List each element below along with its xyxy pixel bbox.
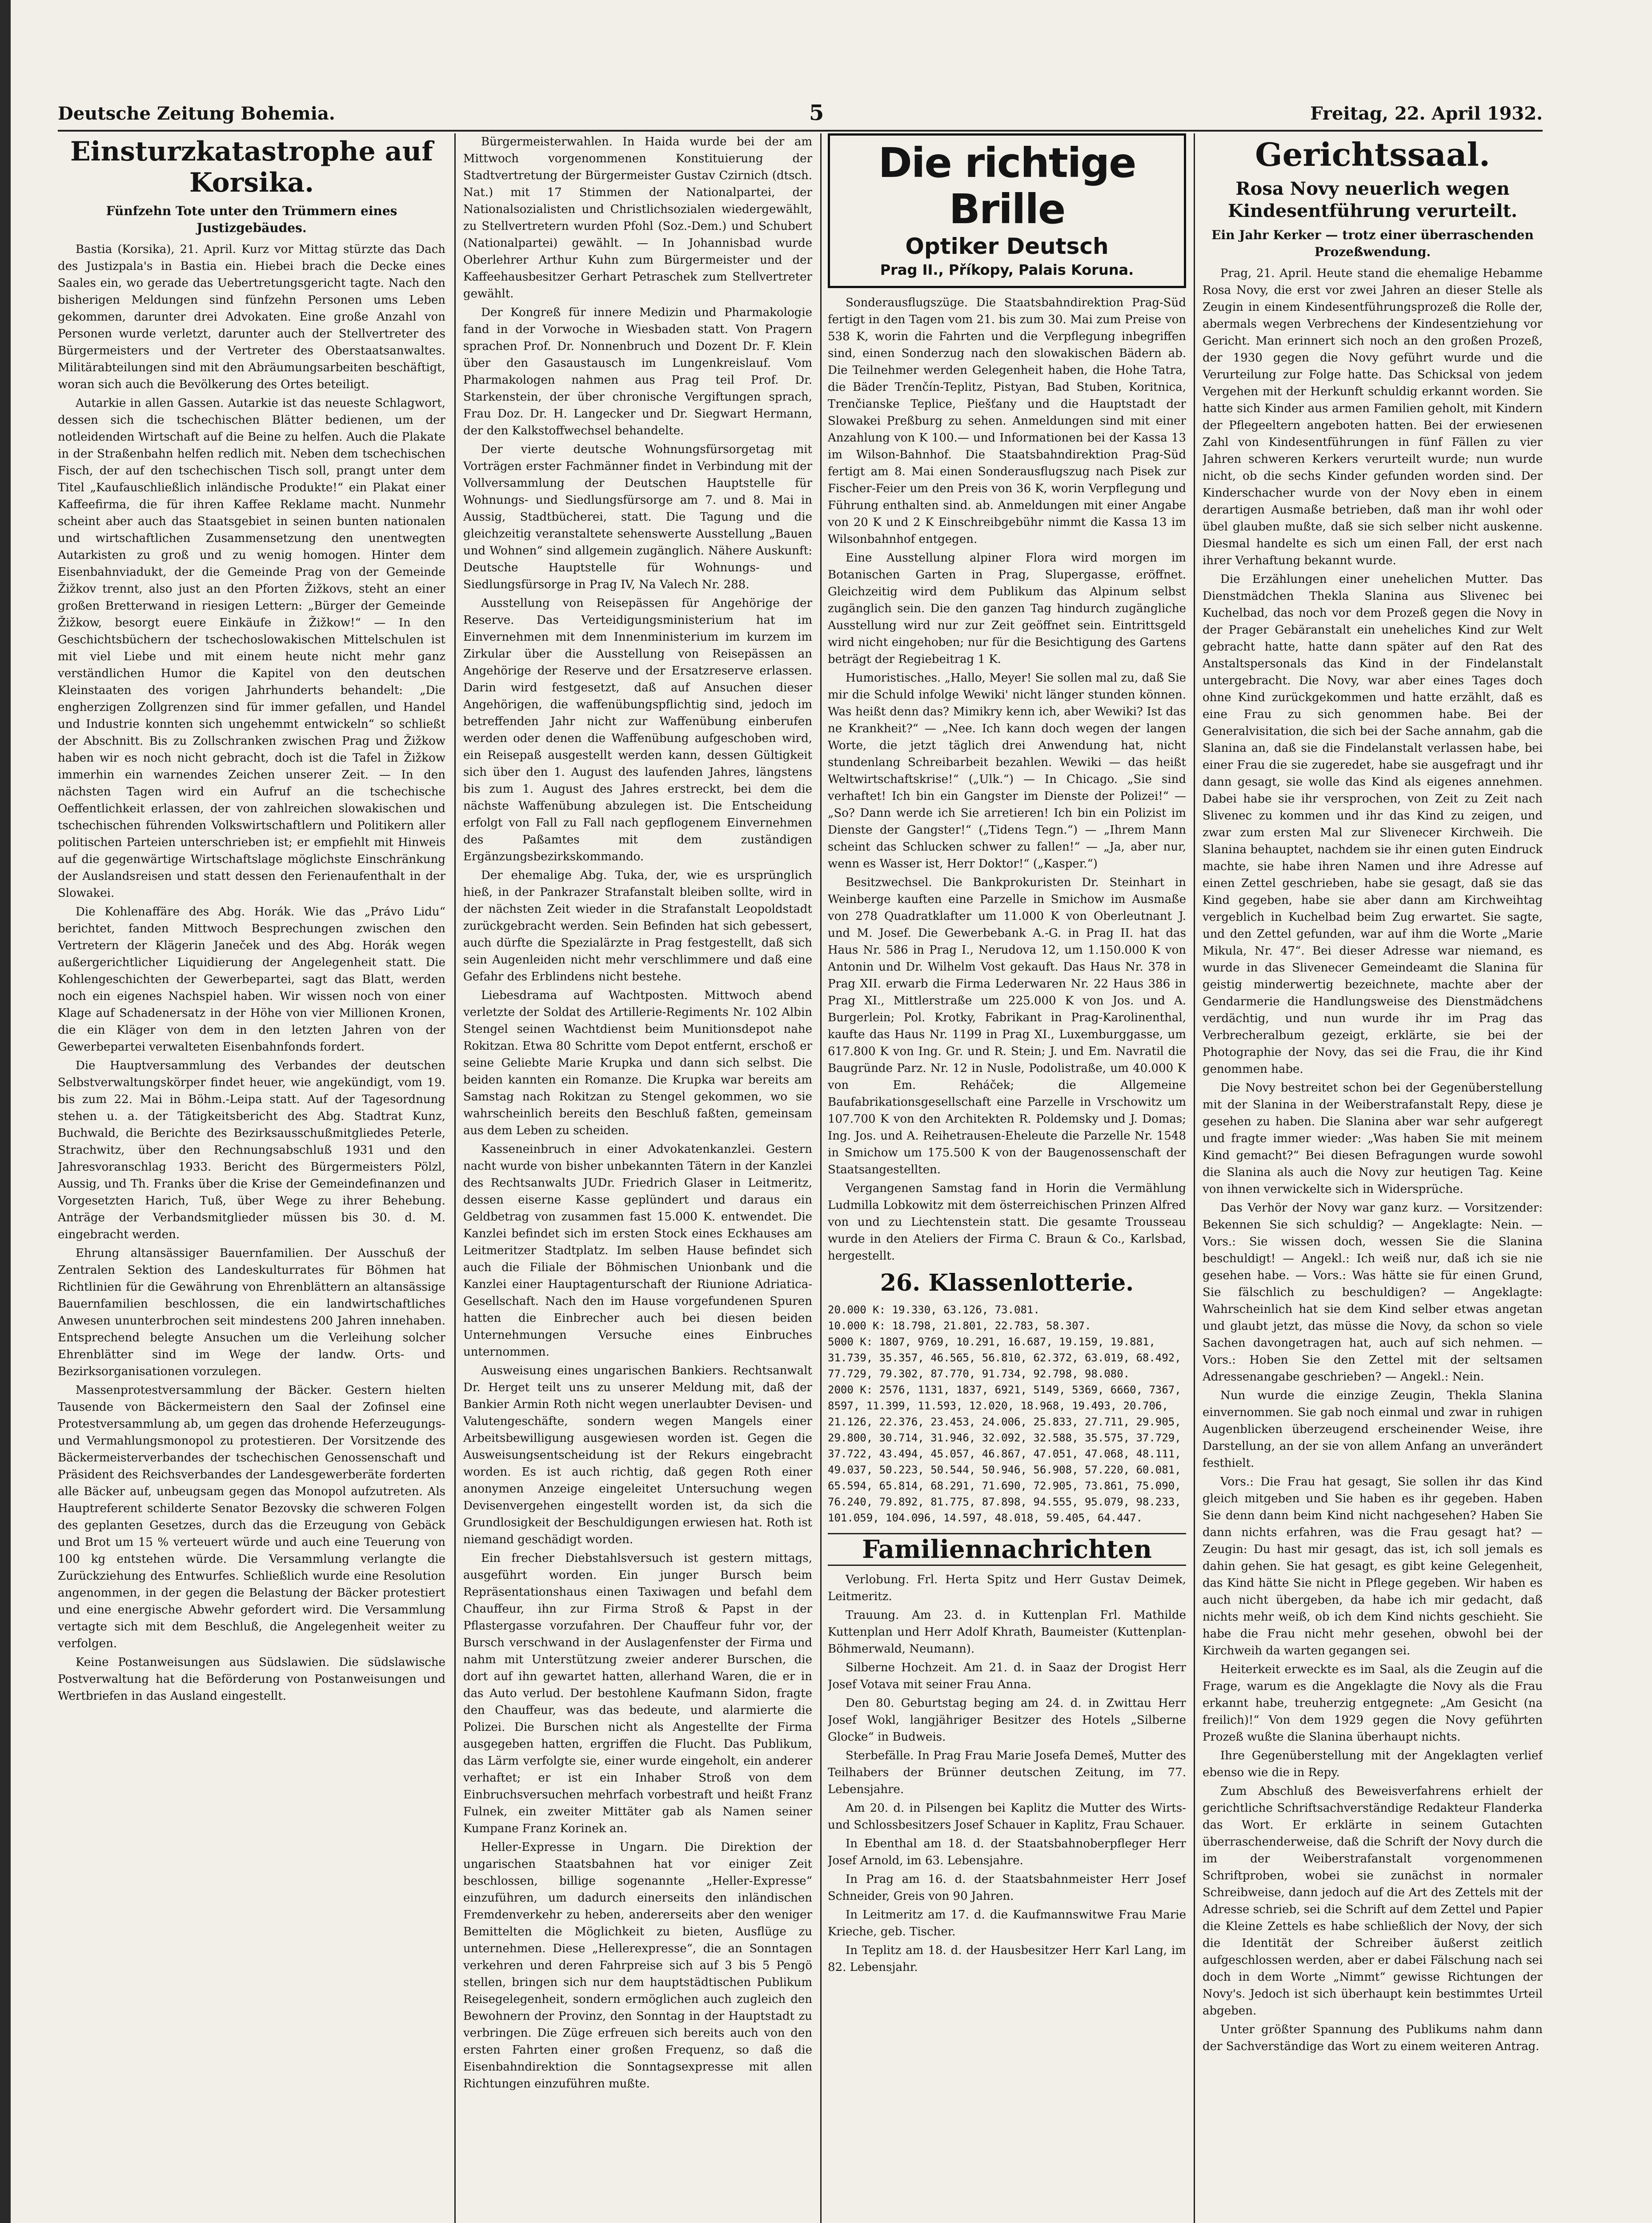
ad-business-name: Optiker Deutsch bbox=[905, 233, 1109, 259]
family-news-item: In Teplitz am 18. d. der Hausbesitzer Herr Karl Lang, im 82. Lebensjahr. bbox=[828, 1944, 1186, 1974]
optician-advertisement bbox=[828, 133, 1186, 288]
ad-address: Prag II., Příkopy, Palais Koruna. bbox=[880, 261, 1134, 278]
article-paragraph: Prag, 21. April. Heute stand die ehemalige Hebamme Rosa Novy, die erst vor zwei Jahren an dieser Stelle als Zeugin in einem Kindesentführungsprozeß die Rolle der, abermals wegen Verbrechens der Kindesentziehung vor Gericht. Man erinnert sich noch an den großen Prozeß, der 1930 gegen die Novy geführt wurde und die Verurteilung zur Folge hatte. Das Schicksal von jedem Vergehen mit der Herkunft schuldig erkannt worden. Sie hatte sich Kinder aus armen Familien geholt, mit Kindern der Pflegeeltern angeboten hatten. Bei der erwiesenen Zahl von Kindesentführungen in fünf Fällen zu vier Jahren schweren Kerkers verurteilt wurde; nun wurde nicht, ob die sechs Kinder gefunden worden sind. Der Kinderschacher wurde von der Novy eben in einem derartigen Ausmaße betrieben, daß man ihr wohl oder übel glauben mußte, daß sie sich selber nicht auskenne. Diesmal handelte es sich um einen Fall, der erst nach ihrer Verhaftung bekannt wurde. bbox=[1203, 267, 1543, 567]
column-4 bbox=[1203, 133, 1543, 2223]
article-paragraph: Ausweisung eines ungarischen Bankiers. Rechtsanwalt Dr. Herget teilt uns zu unserer Meldung mit, daß der Bankier Armin Roth nicht wegen unerlaubter Devisen- und Valutengeschäfte, sondern wegen Mangels einer Arbeitsbewilligung ausgewiesen worden ist. Gegen die Ausweisungsentscheidung ist der Rekurs eingebracht worden. Es ist auch richtig, daß gegen Roth einer anonymen Anzeige eingeleitet Untersuchung wegen Devisenvergehen eingestellt worden ist, da sich die Grundlosigkeit der Beschuldigungen erwiesen hat. Roth ist niemand geschädigt worden. bbox=[463, 1364, 812, 1546]
article-paragraph: Unter größter Spannung des Publikums nahm dann der Sachverständige das Wort zu einem weiteren Antrag. bbox=[1203, 2023, 1543, 2053]
article-paragraph: Das Verhör der Novy war ganz kurz. — Vorsitzender: Bekennen Sie sich schuldig? — Angeklagte: Nein. — Vors.: Sie wissen doch, wessen Sie die Slanina beschuldigt! — Angekl.: Ich weiß nur, daß ich sie nie gesehen habe. — Vors.: Was hätte sie für einen Grund, Sie fälschlich zu beschuldigen? — Angeklagte: Wahrscheinlich hat sie dem Kind selber etwas angetan und glaubt jetzt, das müsse die Novy, da schon so viele Sachen davongetragen hat, auch auf sich nehmen. — Vors.: Hoben Sie den Zettel mit der seltsamen Adressenangabe geschrieben? — Angekl.: Nein. bbox=[1203, 1201, 1543, 1384]
article-paragraph: Eine Ausstellung alpiner Flora wird morgen im Botanischen Garten in Prag, Slupergasse, eröffnet. Gleichzeitig wird dem Publikum das Alpinum selbst zugänglich sein. Die den ganzen Tag hindurch zugängliche Ausstellung wird nur zur Zeit geöffnet sein. Eintrittsgeld wird nicht eingehoben; nur für die Besichtigung des Gartens beträgt der Regiebeitrag 1 K. bbox=[828, 551, 1186, 666]
column-rule bbox=[454, 133, 456, 2223]
family-news-section bbox=[828, 1533, 1186, 1976]
family-news-item: Trauung. Am 23. d. in Kuttenplan Frl. Mathilde Kuttenplan und Herr Adolf Khrath, Baumeister (Kuttenplan-Böhmerwald, Neumann). bbox=[828, 1609, 1186, 1656]
article-paragraph: Ein frecher Diebstahlsversuch ist gestern mittags, ausgeführt worden. Ein junger Bursch beim Repräsentationshaus einen Taxiwagen und befahl dem Chauffeur, ihn zur Firma Stroß & Papst in der Pflastergasse vorzufahren. Der Chauffeur fuhr vor, der Bursch verschwand in der Auslagenfenster der Firma und nahm mit Unterstützung zweier anderer Burschen, die dort auf ihn gewartet hatten, allerhand Waren, die er in das Auto verlud. Der bestohlene Kaufmann Sidon, fragte den Chauffeur, was das bedeute, und alarmierte die Polizei. Die Burschen nicht als Angestellte der Firma ausgegeben hatten, ergriffen die Flucht. Das Publikum, das Lärm verfolgte sie, einer wurde eingeholt, ein anderer verhaftet; er ist ein Inhaber Stroß von dem Einbruchsversuchen mehrfach vorbestraft und heißt Franz Fulnek, ein zweiter Mittäter gab als Namen seiner Kumpane Franz Korinek an. bbox=[463, 1552, 812, 1835]
column-rule bbox=[820, 133, 822, 2223]
scan-edge bbox=[0, 0, 11, 2223]
lottery-section bbox=[828, 1269, 1186, 1526]
family-news-item: In Leitmeritz am 17. d. die Kaufmannswitwe Frau Marie Krieche, geb. Tischer. bbox=[828, 1908, 1186, 1938]
family-news-item: In Ebenthal am 18. d. der Staatsbahnoberpfleger Herr Josef Arnold, im 63. Lebensjahre. bbox=[828, 1837, 1186, 1867]
article-paragraph: Keine Postanweisungen aus Südslawien. Die südslawische Postverwaltung hat die Beförderung von Postanweisungen und Wertbriefen in das Ausland eingestellt. bbox=[58, 1656, 445, 1703]
article-paragraph: Die Erzählungen einer unehelichen Mutter. Das Dienstmädchen Thekla Slanina aus Slivenec bei Kuchelbad, das noch vor dem Prozeß gegen die Novy in der Prager Gebäranstalt ein uneheliches Kind zur Welt gebracht hatte, hatte dann später auf den Rat des Anstaltspersonals das Kind in der Findelanstalt untergebracht. Die Novy, war aber eines Tages doch ohne Kind zurückgekommen und hatte erzählt, daß es eine Frau zu sich genommen habe. Bei der Generalvisitation, die sich bei der Sache annahm, gab die Slanina an, daß sie die Findelanstalt verlassen habe, bei einer Frau die sie zugeredet, habe sie ausgefragt und ihr dann gesagt, sie wolle das Kind als eigenes annehmen. Dabei habe sie ihr versprochen, von Zeit zu Zeit nach Slivenec zu kommen und ihr das Kind zu zeigen, und zwar zum ersten Mal zur Slivenecer Kirchweih. Die Slanina behauptet, nachdem sie ihr einen guten Eindruck machte, sie habe ihren Namen und ihre Adresse auf einen Zettel geschrieben, habe sie gesagt, daß sie das Kind gegeben, habe sie aber dann am Kirchweihtag vergeblich in Kuchelbad beim Zug erwartet. Sie sagte, und den Zettel gefunden, war auf ihm die Worte „Marie Mikula, Nr. 47“. Bei dieser Adresse war niemand, es wurde in das Slivenecer Gemeindeamt die Slanina für geistig minderwertig bezeichnete, machte aber der Gendarmerie die Handlungsweise des Dienstmädchens verdächtig, und nun wurde ihr im Prag das Verbrecheralbum gezeigt, erklärte, sie bei der Photographie der Novy, das sei die Frau, die ihr Kind genommen habe. bbox=[1203, 573, 1543, 1076]
ad-headline: Die richtige Brille bbox=[878, 139, 1136, 233]
article-paragraph: Bastia (Korsika), 21. April. Kurz vor Mittag stürzte das Dach des Justizpala's in Bastia ein. Hiebei brach die Decke eines Saales ein, wo gerade das Uebertretungsgericht tagte. Nach den bisherigen Meldungen sind fünfzehn Personen ums Leben gekommen, darunter drei Advokaten. Eine große Anzahl von Personen wurde verletzt, darunter auch der Stellvertreter des Bürgermeisters und der Vertreter des Oberstaatsanwaltes. Militärabteilungen sind mit den Abräumungsarbeiten beschäftigt, woran sich auch die Bevölkerung des Ortes beteiligt. bbox=[58, 243, 445, 391]
article-paragraph: Vors.: Die Frau hat gesagt, Sie sollen ihr das Kind gleich mitgeben und Sie haben es ihr gegeben. Haben Sie denn dann beim Kind nicht nachgesehen? Haben Sie dann nichts erfahren, was die Frau gesagt hat? — Zeugin: Du hast mir gesagt, das ist, ich soll jemals es dahin gehen. Sie hat gesagt, es gibt keine Gelegenheit, das Kind hätte Sie nicht in Pflege gegeben. Wir haben es auch nicht übergeben, da habe ich mir gedacht, daß nichts mehr weiß, ob ich dem Kind nichts geschieht. Sie habe die Frau nicht mehr gesehen, obwohl bei der Kirchweih da warten gegangen sei. bbox=[1203, 1475, 1543, 1657]
article-paragraph: Der ehemalige Abg. Tuka, der, wie es ursprünglich hieß, in der Pankrazer Strafanstalt bleiben sollte, wird in der nächsten Zeit wieder in die Strafanstalt Leopoldstadt zurückgebracht werden. Sein Befinden hat sich gebessert, auch dürfte die Spezialärzte in Prag festgestellt, daß sich sein Augenleiden nicht mehr verschlimmere und daß eine Gefahr des Erblindens nicht bestehe. bbox=[463, 869, 812, 983]
family-news-item: In Prag am 16. d. der Staatsbahnmeister Herr Josef Schneider, Greis von 90 Jahren. bbox=[828, 1873, 1186, 1903]
article-title: Einsturzkatastrophe auf Korsika. bbox=[70, 136, 433, 198]
lottery-row: 10.000 K: 18.798, 21.801, 22.783, 58.307. bbox=[828, 1320, 1091, 1332]
article-paragraph: Besitzwechsel. Die Bankprokuristen Dr. Steinhart in Weinberge kauften eine Parzelle in Smichow im Ausmaße von 278 Quadratklafter um 11.000 K von Oberleutnant J. und M. Josef. Die Gewerbebank A.-G. in Prag II. hat das Haus Nr. 586 in Prag I., Nerudova 12, um 1.150.000 K von Antonin und Dr. Wilhelm Vost gekauft. Das Haus Nr. 378 in Prag XII. erwarb die Firma Lederwaren Nr. 22 Haus 386 in Prag XI., Mittlerstraße um 225.000 K von Jos. und A. Burgerlein; Pol. Krotky, Fabrikant in Prag-Karolinenthal, kaufte das Haus Nr. 1199 in Prag XI., Luxemburggasse, um 617.800 K von Ing. Gr. und R. Stein; J. und Em. Navratil die Baugründe Parz. Nr. 12 in Nusle, Podolistraße, um 40.000 K von Em. Reháček; die Allgemeine Baufabrikationsgesellschaft eine Parzelle in Vrschowitz um 107.700 K von den Architekten R. Poldemsky und J. Domas; Ing. Jos. und A. Reihetrausen-Eheleute die Parzelle Nr. 1548 in Smichow um 175.500 K von der Baugenossenschaft der Staatsangestellten. bbox=[828, 876, 1186, 1176]
article-paragraph: Nun wurde die einzige Zeugin, Thekla Slanina einvernommen. Sie gab noch einmal und zwar in ruhigen Augenblicken überzeugend erscheinender Weise, ihre Darstellung, an der sie von allem Anfang an unverändert festhielt. bbox=[1203, 1389, 1543, 1470]
lottery-row: 2000 K: 2576, 1131, 1837, 6921, 5149, 5369, 6660, 7367, 8597, 11.399, 11.593, 12.020, 18.968, 19.493, 20.706, 21.126, 22.376, 23.453, 24.006, 25.833, 27.711, 29.905, 29.800, 30.714, 31.946, 32.092, 32.588, 35.575, 37.729, 37.722, 43.494, 45.057, 46.867, 47.051, 47.068, 48.111, 49.037, 50.223, 50.544, 50.946, 56.908, 57.220, 60.081, 65.594, 65.814, 68.291, 71.690, 72.905, 73.861, 75.090, 76.240, 79.892, 81.775, 87.898, 94.555, 95.079, 98.233, 101.059, 104.096, 14.597, 48.018, 59.405, 64.447. bbox=[828, 1384, 1181, 1524]
article-paragraph: Autarkie in allen Gassen. Autarkie ist das neueste Schlagwort, dessen sich die tschechischen Blätter bedienen, um der notleidenden Wirtschaft auf die Beine zu helfen. Auch die Plakate in der Straßenbahn helfen redlich mit. Neben dem tschechischen Fisch, der auf den tschechischen Tisch soll, prangt unter dem Titel „Kaufauschließlich inländische Produkte!“ ein Plakat einer Kaffeefirma, die für ihren Kaffee Reklame macht. Nunmehr scheint aber auch das Staatsgebiet in seinen bunten nationalen und wirtschaftlichen Zusammensetzung den unentwegten Autarkisten zu groß und zu wenig homogen. Hinter dem Eisenbahnviadukt, der die Gemeinde Prag von der Gemeinde Žižkov trennt, also just an den Pforten Žižkovs, steht an einer großen Bretterwand in riesigen Lettern: „Bürger der Gemeinde Žižkow, besorgt euere Einkäufe in Žižkow!“ — In den Geschichtsbüchern der tschechoslowakischen Mittelschulen ist mit viel Liebe und mit einem heute nicht mehr ganz verständlichen Humor die Kapitel von den deutschen Kleinstaaten des vorigen Jahrhunderts behandelt: „Die engherzigen Zollgrenzen sind für immer gefallen, und Handel und Industrie konnten sich ungehemmt entwickeln“ so schließt der Abschnitt. Bis zu Zollschranken zwischen Prag und Žižkow haben wir es noch nicht gebracht, doch ist die Tafel in Žižkow immerhin ein warnendes Zeichen unserer Zeit. — In den nächsten Tagen wird ein Aufruf an die tschechische Oeffentlichkeit erlassen, der von zahlreichen slowakischen und tschechischen führenden Volkswirtschaftlern und Politikern aller politischen Parteien unterschrieben ist; er empfiehlt mit Hinweis auf die gegenwärtige Wirtschaftslage möglichste Einschränkung der Auslandsreisen und statt dessen den Ferienaufenthalt in der Slowakei. bbox=[58, 397, 445, 900]
article-paragraph: Kasseneinbruch in einer Advokatenkanzlei. Gestern nacht wurde von bisher unbekannten Tätern in der Kanzlei des Rechtsanwalts JUDr. Friedrich Glaser in Leitmeritz, dessen eiserne Kasse geplündert und daraus ein Geldbetrag von zusammen fast 15.000 K. entwendet. Die Kanzlei befindet sich im ersten Stock eines Eckhauses am Leitmeritzer Stadtplatz. Im selben Hause befindet sich auch die Filiale der Böhmischen Unionbank und die Kanzlei einer Hauptagenturschaft der Riunione Adriatica-Gesellschaft. Nach den im Hause vorgefundenen Spuren hatten die Einbrecher auch bei diesen beiden Unternehmungen Versuche eines Einbruches unternommen. bbox=[463, 1143, 812, 1359]
article-paragraph: Liebesdrama auf Wachtposten. Mittwoch abend verletzte der Soldat des Artillerie-Regiments Nr. 102 Albin Stengel seinen Wachtdienst beim Munitionsdepot nahe Rokitzan. Etwa 80 Schritte vom Depot entfernt, erschoß er seine Geliebte Marie Krupka und dann sich selbst. Die beiden kannten ein Romanze. Die Krupka war bereits am Samstag nach Rokitzan zu Stengel gekommen, wo sie wahrscheinlich bereits den Beschluß faßten, gemeinsam aus dem Leben zu scheiden. bbox=[463, 989, 812, 1137]
article-paragraph: Massenprotestversammlung der Bäcker. Gestern hielten Tausende von Bäckermeistern den Saal der Zofinsel eine Protestversammlung ab, um gegen das drohende Heferzeugungs- und Vermahlungsmonopol zu protestieren. Der Vorsitzende des Bäckermeisterverbandes der tschechischen Genossenschaft und Präsident des Reichsverbandes der Landesgewerberäte forderten alle Bäcker auf, unbeugsam gegen das Monopol aufzutreten. Als Hauptreferent schilderte Senator Bezovsky die schweren Folgen des geplanten Gesetzes, durch das die Erzeugung von Gebäck und Brot um 15 % verteuert würde und auch eine Teuerung von 100 kg entstehen würde. Die Versammlung verlangte die Zurückziehung des Entwurfes. Schließlich wurde eine Resolution angenommen, in der gegen die Belastung der Bäcker protestiert und eine energische Abwehr gefordert wird. Die Versammlung vertagte sich mit dem Beschluß, die Angelegenheit weiter zu verfolgen. bbox=[58, 1384, 445, 1650]
article-paragraph: Bürgermeisterwahlen. In Haida wurde bei der am Mittwoch vorgenommenen Konstituierung der Stadtvertretung der Bürgermeister Gustav Czirnich (dtsch. Nat.) mit 17 Stimmen der Nationalpartei, der Nationalsozialisten und Christlichsozialen wiedergewählt, zu Stellvertretern wurden Pfohl (Soz.-Dem.) und Schubert (Nationalpartei) gewählt. — In Johannisbad wurde Oberlehrer Arthur Kuhn zum Bürgermeister und der Kaffeehausbesitzer Gerhart Petraschek zum Stellvertreter gewählt. bbox=[463, 135, 812, 301]
page-header bbox=[58, 100, 1543, 130]
column-2 bbox=[463, 133, 812, 2223]
article-paragraph: Zum Abschluß des Beweisverfahrens erhielt der gerichtliche Schriftsachverständige Redakteur Flanderka das Wort. Er erklärte in seinem Gutachten überraschenderweise, daß die Schrift der Novy durch die im der Weiberstrafanstalt vorgenommenen Schriftproben, wobei sie zunächst in normaler Schreibweise, dann jedoch auf die Art des Zettels mit der Adresse schrieb, sei die Schrift auf dem Zettel und Papier die Kleine Zettels es habe schließlich der Novy, der sich die Identität der Schreiber äußerst zeitlich aufgeschlossen werden, aber er dabei Fälschung nach sei doch in dem Worte „Nimmt“ gewisse Richtungen der Novy's. Jedoch ist sich überhaupt kein bestimmtes Urteil abgeben. bbox=[1203, 1785, 1543, 2018]
issue-date: Freitag, 22. April 1932. bbox=[1310, 103, 1543, 124]
article-paragraph: Heiterkeit erweckte es im Saal, als die Zeugin auf die Frage, warum es die Angeklagte die Novy als die Frau erkannt habe, treuherzig entgegnete: „Am Gesicht (na freilich)!“ Von dem 1929 gegen die Novy geführten Prozeß wußte die Slanina überhaupt nichts. bbox=[1203, 1663, 1543, 1744]
article-subtitle: Fünfzehn Tote unter den Trümmern eines Justizgebäudes. bbox=[106, 204, 397, 235]
article-paragraph: Der vierte deutsche Wohnungsfürsorgetag mit Vorträgen erster Fachmänner findet in Verbindung mit der Vollversammlung der Deutschen Hauptstelle für Wohnungs- und Siedlungsfürsorge am 7. und 8. Mai in Aussig, Stadtbücherei, statt. Die Tagung und die gleichzeitig veranstaltete sehenswerte Ausstellung „Bauen und Wohnen“ sind allgemein zugänglich. Nähere Auskunft: Deutsche Hauptstelle für Wohnungs- und Siedlungsfürsorge in Prag IV, Na Valech Nr. 288. bbox=[463, 443, 812, 591]
lottery-row: 5000 K: 1807, 9769, 10.291, 16.687, 19.159, 19.881, 31.739, 35.357, 46.565, 56.810, 62.372, 63.019, 68.492, 77.729, 79.302, 87.770, 91.734, 92.798, 98.080. bbox=[828, 1336, 1181, 1380]
article-title: Rosa Novy neuerlich wegen Kindesentführung verurteilt. bbox=[1227, 178, 1518, 221]
article-paragraph: Die Hauptversammlung des Verbandes der deutschen Selbstverwaltungskörper findet heuer, wie angekündigt, vom 19. bis zum 22. Mai in Böhm.-Leipa statt. Auf der Tagesordnung stehen u. a. der Tätigkeitsbericht des Abg. Stadtrat Kunz, Buchwald, die Berichte des Bezirksausschußmitgliedes Peterle, Strachwitz, über den Rechnungsabschluß 1931 und den Jahresvoranschlag 1933. Bericht des Bürgermeisters Pölzl, Aussig, und Th. Franks über die Krise der Gemeindefinanzen und Vorgesetzten Harich, Tuß, über Wege zu ihrer Behebung. Anträge der Verbandsmitglieder müssen bis 30. d. M. eingebracht werden. bbox=[58, 1059, 445, 1241]
article-subtitle: Ein Jahr Kerker — trotz einer überraschenden Prozeßwendung. bbox=[1211, 228, 1534, 259]
article-paragraph: Die Novy bestreitet schon bei der Gegenüberstellung mit der Slanina in der Weiberstrafanstalt Repy, diese je gesehen zu haben. Die Slanina aber war sehr aufgeregt und fragte immer wieder: „Was haben Sie mit meinem Kind gemacht?“ Bei diesen Befragungen wurde sowohl die Slanina als auch die Novy zur heutigen Tag. Keine von ihnen verwickelte sich in Widersprüche. bbox=[1203, 1081, 1543, 1196]
article-paragraph: Ausstellung von Reisepässen für Angehörige der Reserve. Das Verteidigungsministerium hat im Einvernehmen mit dem Innenministerium im kurzem im Zirkular über die Ausstellung von Reisepässen an Angehörige der Reserve und der Ersatzreserve erlassen. Darin wird festgesetzt, daß auf Ansuchen dieser Angehörigen, die waffenübungspflichtig sind, jedoch im betreffenden Jahr nicht zur Waffenübung einberufen werden oder denen die Waffenübung aufgeschoben wird, ein Reisepaß ausgestellt werden kann, dessen Gültigkeit sich über den 1. August des laufenden Jahres, längstens bis zum 1. August des Jahres erstreckt, bei dem die nächste Waffenübung abzulegen ist. Die Entscheidung erfolgt von Fall zu Fall nach gepflogenem Einvernehmen des Paßamtes mit dem zuständigen Ergänzungsbezirkskommando. bbox=[463, 597, 812, 863]
lottery-row: 20.000 K: 19.330, 63.126, 73.081. bbox=[828, 1304, 1040, 1316]
column-3 bbox=[828, 133, 1186, 2223]
article-paragraph: Sonderausflugszüge. Die Staatsbahndirektion Prag-Süd fertigt in den Tagen vom 21. bis zum 30. Mai zum Preise von 538 K, worin die Fahrten und die Verpflegung inbegriffen sind, einen Sonderzug nach den slowakischen Bädern ab. Die Teilnehmer werden Gelegenheit haben, die Hohe Tatra, die Bäder Trenčín-Teplitz, Pistyan, Bad Stuben, Koritnica, Trenčianske Teplice, Piešťany und die Hauptstadt der Slowakei Preßburg zu sehen. Anmeldungen sind mit einer Anzahlung von K 100.— und Informationen bei der Kassa 13 im Wilson-Bahnhof. Die Staatsbahndirektion Prag-Süd fertigt am 8. Mai einen Sonderausflugszug nach Pisek zur Fischer-Feier um den Preis von 36 K, worin Verpflegung und Führung enthalten sind. ab. Anmeldungen mit einer Angabe von 20 K und 2 K Einschreibgebühr nimmt die Kassa 13 im Wilsonbahnhof entgegen. bbox=[828, 296, 1186, 546]
header-rule bbox=[58, 130, 1543, 132]
column-rule bbox=[1194, 133, 1195, 2223]
article-paragraph: Die Kohlenaffäre des Abg. Horák. Wie das „Právo Lidu“ berichtet, fanden Mittwoch Besprechungen zwischen den Vertretern der Klägerin Janeček und des Abg. Horák wegen außergerichtlicher Liquidierung der Angelegenheit statt. Die Kohlengeschichten der Gewerbepartei, sagt das Blatt, werden noch ein eigenes Nachspiel haben. Wir wissen noch von einer Klage auf Schadenersatz in der Höhe von vier Millionen Kronen, die ein Kläger von dem in den letzten Jahren von der Gewerbepartei verwalteten Eisenbahnfonds fordert. bbox=[58, 905, 445, 1054]
article-paragraph: Ehrung altansässiger Bauernfamilien. Der Ausschuß der Zentralen Sektion des Landeskulturrates für Böhmen hat Richtlinien für die Gewährung von Ehrenblättern an altansässige Bauernfamilien beschlossen, die ein landwirtschaftliches Anwesen ununterbrochen seit mindestens 200 Jahren innehaben. Entsprechend belegte Ansuchen um die Verleihung solcher Ehrenblätter sind im Wege der landw. Orts- und Bezirksorganisationen vorzulegen. bbox=[58, 1247, 445, 1378]
family-news-item: Verlobung. Frl. Herta Spitz und Herr Gustav Deimek, Leitmeritz. bbox=[828, 1573, 1186, 1603]
lottery-title: 26. Klassenlotterie. bbox=[880, 1269, 1134, 1296]
article-paragraph: Heller-Expresse in Ungarn. Die Direktion der ungarischen Staatsbahnen hat vor einiger Zeit beschlossen, billige sogenannte „Heller-Expresse“ einzuführen, um dadurch einerseits den inländischen Fremdenverkehr zu heben, andererseits aber den weniger Bemittelten die Möglichkeit zu bieten, Ausflüge zu unternehmen. Diese „Hellerexpresse“, die an Sonntagen verkehren und deren Fahrpreise sich auf 3 bis 5 Pengö stellen, bringen sich nur dem hauptstädtischen Publikum Reisegelegenheit, sondern ermöglichen auch zugleich den Bewohnern der Provinz, den Sonntag in der Hauptstadt zu verbringen. Die Züge erfreuen sich bereits auch von den ersten Fahrten einer großen Frequenz, so daß die Eisenbahndirektion die Sonntagsexpresse mit allen Richtungen einzuführen mußte. bbox=[463, 1841, 812, 2091]
article-paragraph: Der Kongreß für innere Medizin und Pharmakologie fand in der Vorwoche in Wiesbaden statt. Von Pragern sprachen Prof. Dr. Nonnenbruch und Dozent Dr. F. Klein über den Gasaustausch im Lungenkreislauf. Vom Pharmakologen nahmen aus Prag teil Prof. Dr. Starkenstein, der über chronische Vergiftungen sprach, Frau Doz. Dr. H. Langecker und Dr. Siegwart Hermann, der den Kalkstoffwechsel behandelte. bbox=[463, 306, 812, 437]
article-paragraph: Vergangenen Samstag fand in Horin die Vermählung Ludmilla Lobkowitz mit dem österreichischen Prinzen Alfred von und zu Liechtenstein statt. Die gesamte Trousseau wurde in den Ateliers der Firma C. Braun & Co., Karlsbad, hergestellt. bbox=[828, 1182, 1186, 1263]
column-1 bbox=[58, 133, 445, 2223]
family-news-title: Familiennachrichten bbox=[828, 1533, 1186, 1566]
family-news-item: Silberne Hochzeit. Am 21. d. in Saaz der Drogist Herr Josef Votava mit seiner Frau Anna. bbox=[828, 1661, 1186, 1691]
family-news-item: Am 20. d. in Pilsengen bei Kaplitz die Mutter des Wirts- und Schlossbesitzers Josef Schauer in Kaplitz, Frau Schauer. bbox=[828, 1802, 1186, 1832]
family-news-item: Sterbefälle. In Prag Frau Marie Josefa Demeš, Mutter des Teilhabers der Brünner deutschen Zeitung, im 77. Lebensjahre. bbox=[828, 1749, 1186, 1796]
section-title: Gerichtssaal. bbox=[1255, 136, 1490, 173]
family-news-item: Den 80. Geburtstag beging am 24. d. in Zwittau Herr Josef Wokl, langjähriger Besitzer des Hotels „Silberne Glocke“ in Budweis. bbox=[828, 1697, 1186, 1744]
article-paragraph: Humoristisches. „Hallo, Meyer! Sie sollen mal zu, daß Sie mir die Schuld infolge Wewiki' nicht länger stunden können. Was heißt denn das? Mimikry kenn ich, aber Wewiki? Ist das ne Krankheit?“ — „Nee. Ich kann doch wegen der langen Worte, die jetzt täglich drei Anwendung hat, nicht stundenlang Schreibarbeit bezahlen. Wewiki — das heißt Weltwirtschaftskrise!“ („Ulk.“) — In Chicago. „Sie sind verhaftet! Ich bin ein Gangster im Dienste der Polizei!“ — „So? Dann werde ich Sie arretieren! Ich bin ein Polizist im Dienste der Gangster!“ („Tidens Tegn.“) — „Ihrem Mann scheint das Schlucken schwer zu fallen!“ — „Ja, aber nur, wenn es Wasser ist, Herr Doktor!“ („Kasper.“) bbox=[828, 671, 1186, 871]
page-number: 5 bbox=[809, 100, 824, 125]
article-paragraph: Ihre Gegenüberstellung mit der Angeklagten verlief ebenso wie die in Repy. bbox=[1203, 1749, 1543, 1779]
newspaper-name: Deutsche Zeitung Bohemia. bbox=[58, 103, 335, 124]
